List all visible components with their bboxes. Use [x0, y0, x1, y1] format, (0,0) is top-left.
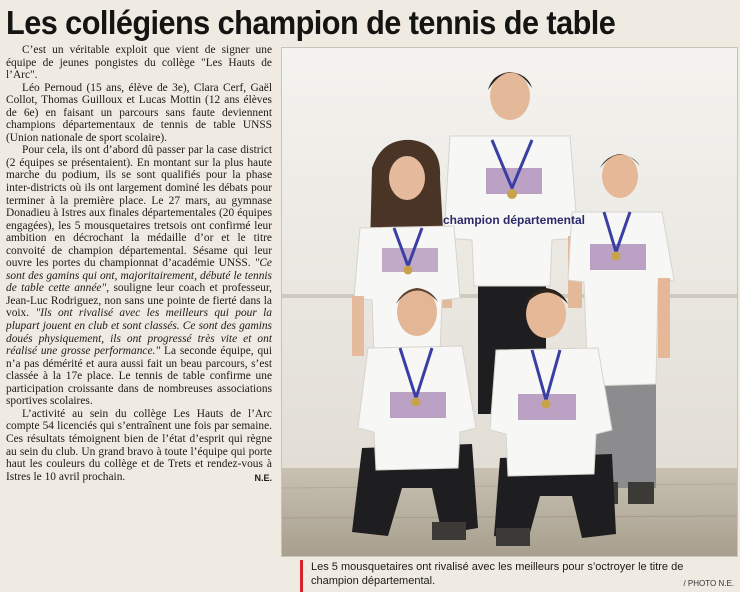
second-team-text: La seconde équipe, qui n’a pas démérité et aura aussi fait un beau parcours, s’est classée à la 17e place. Le tennis de table confirme une participation croissante dans de nombreuses associations sportives scolaires.: [6, 345, 272, 408]
team-photo: [281, 47, 738, 557]
headline: Les collégiens champion de tennis de table: [6, 4, 616, 41]
paragraph-team: Léo Pernoud (15 ans, élève de 3e), Clara Cerf, Gaël Collot, Thomas Guilloux et Lucas Mottin (12 ans élèves de 6e) en faisant un parcours sans faute deviennent champions départementaux de tennis de table UNSS (Union nationale de sport scolaire).: [6, 81, 272, 144]
paragraph-intro: C’est un véritable exploit que vient de signer une équipe de jeunes pongistes du collège "Les Hauts de l’Arc".: [6, 44, 272, 82]
author-signature: N.E.: [254, 472, 272, 483]
paragraph-closing: [6, 408, 272, 483]
closing-text: L’activité au sein du collège Les Hauts de l’Arc compte 54 licenciés qui s’entraînent une fois par semaine. Ces résultats témoignent bien de l’état d’esprit qui règne au sein du club. Un grand bravo à toute l’équipe qui porte haut les couleurs du collège et de Trets et rendez-vous à Istres le 10 avril prochain.: [6, 407, 272, 483]
photo-credit: / PHOTO N.E.: [683, 579, 734, 588]
coach-attribution: , souligne leur coach et professeur, Jean-Luc Rodriguez, non sans une pointe de fierté dans la voix.: [6, 282, 272, 320]
paragraph-competition: [6, 144, 272, 407]
photo-caption: Les 5 mousquetaires ont rivalisé avec les meilleurs pour s’octroyer le titre de champion départemental.: [300, 560, 720, 592]
coach-quote-1: "Ce sont des gamins qui ont, majoritairement, débuté le tennis de table cette année": [6, 257, 272, 295]
article-body: [6, 44, 272, 586]
coach-quote-2: "Ils ont rivalisé avec les meilleurs qui pour la plupart jouent en club et sont classés. Ce sont des gamins doués physiquement, ils ont progressé très vite et ont réalisé une grosse performance.": [6, 307, 272, 358]
shirt-print-text: champion départemental: [442, 213, 586, 227]
team-photo-illustration: [282, 48, 737, 556]
competition-text: Pour cela, ils ont d’abord dû passer par la case district (2 équipes se présentaient). En montant sur la plus haute marche du podium, ils se sont qualifiés pour la phase inter-districts où ils ont largement dominé les débats pour terminer à la première place. Le 27 mars, au gymnase Donadieu à Istres aux finales départementales (20 équipes engagées), les 5 mousquetaires tretsois ont confirmé leur ambition en décrochant la médaille d’or et le titre convoité de champion départemental. Sésame qui leur ouvre les portes du championnat d’académie UNSS.: [6, 144, 272, 270]
